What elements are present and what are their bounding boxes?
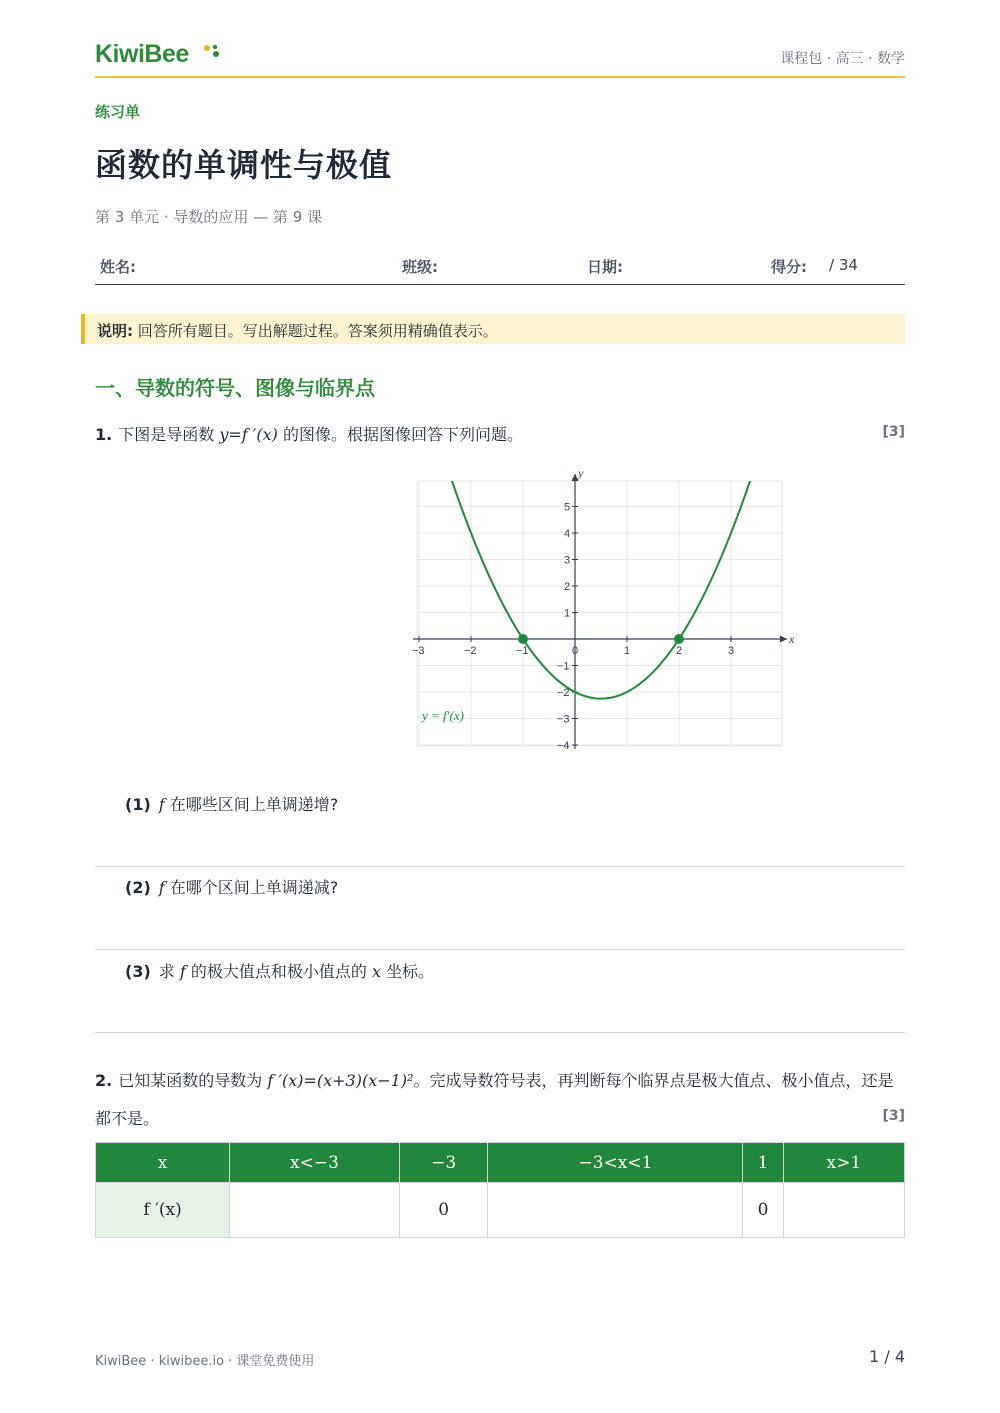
kiwibee-logo (95, 40, 189, 69)
question-text: 下图是导函数 (118, 425, 220, 444)
footer-text: KiwiBee · kiwibee.io · 课堂免费使用 (95, 1354, 315, 1369)
sign-table (95, 1142, 905, 1238)
root-point (518, 634, 528, 644)
table-row-label: f ′(x) (96, 1183, 230, 1238)
subquestion-3 (125, 959, 434, 982)
y-tick-label: −3 (557, 713, 570, 726)
y-axis-label: y (578, 466, 584, 480)
y-tick-label: 2 (564, 581, 571, 593)
subquestion-text: 坐标。 (381, 962, 435, 981)
table-header-cell: −3 (399, 1143, 488, 1183)
x-tick-label: −3 (412, 645, 425, 657)
subquestion-number: (3) (125, 962, 151, 981)
y-tick-label: −4 (557, 740, 570, 752)
answer-cell[interactable] (783, 1183, 904, 1238)
x-axis-arrow (780, 636, 787, 643)
page-number: 1 / 4 (869, 1347, 905, 1366)
table-cell: 0 (399, 1183, 488, 1238)
x-axis-label: x (789, 632, 795, 646)
curve-label: y = f′(x) (422, 708, 464, 723)
breadcrumb: 课程包 · 高三 · 数学 (780, 51, 905, 67)
x-tick-label: 2 (676, 645, 683, 657)
class-label: 班级: (402, 258, 438, 276)
x-tick-label: 1 (624, 645, 631, 657)
subquestion-math: f (179, 962, 186, 981)
question-1 (95, 422, 905, 445)
root-point (674, 634, 684, 644)
logo-dots-icon (203, 44, 221, 58)
page-title: 函数的单调性与极值 (95, 146, 393, 184)
table-cell: 0 (743, 1183, 783, 1238)
answer-cell[interactable] (488, 1183, 743, 1238)
section-heading: 一、导数的符号、图像与临界点 (95, 376, 375, 400)
subquestion-text: 在哪个区间上单调递减? (164, 878, 339, 897)
x-tick-label: −1 (516, 645, 529, 657)
y-tick-label: −2 (557, 687, 570, 699)
y-tick-label: 1 (564, 607, 571, 620)
sign-table-header (96, 1143, 905, 1183)
answer-line (95, 949, 905, 950)
table-header-cell: x (96, 1143, 230, 1183)
question-math: y=f ′(x) (219, 425, 278, 444)
answer-line (95, 1032, 905, 1033)
y-tick-label: 4 (564, 528, 571, 540)
instructions-text: 回答所有题目。写出解题过程。答案须用精确值表示。 (133, 322, 498, 340)
subquestion-math: x (371, 962, 381, 981)
y-tick-label: −1 (557, 660, 570, 673)
table-header-cell: 1 (743, 1143, 783, 1183)
x-tick-label: −2 (464, 645, 477, 657)
table-header-cell: −3<x<1 (488, 1143, 743, 1183)
table-row (96, 1183, 905, 1238)
worksheet-page (95, 0, 905, 1413)
table-header-cell: x>1 (783, 1143, 904, 1183)
logo-text: KiwiBee (95, 40, 189, 68)
x-tick-label: 3 (728, 645, 735, 657)
derivative-graph (315, 462, 795, 762)
score-total: / 34 (829, 256, 858, 274)
subquestion-math: f (158, 795, 165, 814)
question-text-end: 的图像。根据图像回答下列问题。 (277, 425, 523, 444)
instructions-label: 说明: (97, 322, 133, 340)
subquestion-text: 在哪些区间上单调递增? (164, 795, 339, 814)
answer-cell[interactable] (230, 1183, 400, 1238)
question-text-end: 。完成导数符号表，再判断每个临界点是极大值点、极小值点，还是都不是。 (95, 1071, 894, 1128)
question-math: f ′(x)=(x+3)(x−1)² (267, 1071, 414, 1090)
page-subtitle: 第 3 单元 · 导数的应用 — 第 9 课 (95, 208, 323, 226)
subquestion-number: (1) (125, 795, 151, 814)
answer-line (95, 866, 905, 867)
marks-badge: [3] (882, 424, 905, 440)
y-tick-label: 5 (564, 501, 571, 514)
subquestion-text: 求 (158, 962, 180, 981)
student-info-row (95, 248, 905, 285)
marks-badge: [3] (882, 1108, 905, 1124)
question-number: 2. (95, 1071, 113, 1090)
question-text: 已知某函数的导数为 (118, 1071, 268, 1090)
plot-frame (417, 481, 782, 746)
question-2 (95, 1062, 905, 1138)
subquestion-2 (125, 875, 338, 898)
subquestion-math: f (158, 878, 165, 897)
table-header-cell: x<−3 (230, 1143, 400, 1183)
subquestion-text: 的极大值点和极小值点的 (185, 962, 372, 981)
date-label: 日期: (587, 258, 623, 276)
subquestion-1 (125, 792, 338, 815)
doc-kicker: 练习单 (95, 103, 141, 121)
subquestion-number: (2) (125, 878, 151, 897)
name-label: 姓名: (100, 258, 136, 276)
score-label: 得分: (771, 258, 807, 276)
page-header (95, 36, 905, 78)
question-number: 1. (95, 425, 113, 444)
x-tick-label: 0 (572, 645, 579, 657)
instructions-banner (81, 314, 905, 344)
y-tick-label: 3 (564, 554, 571, 567)
